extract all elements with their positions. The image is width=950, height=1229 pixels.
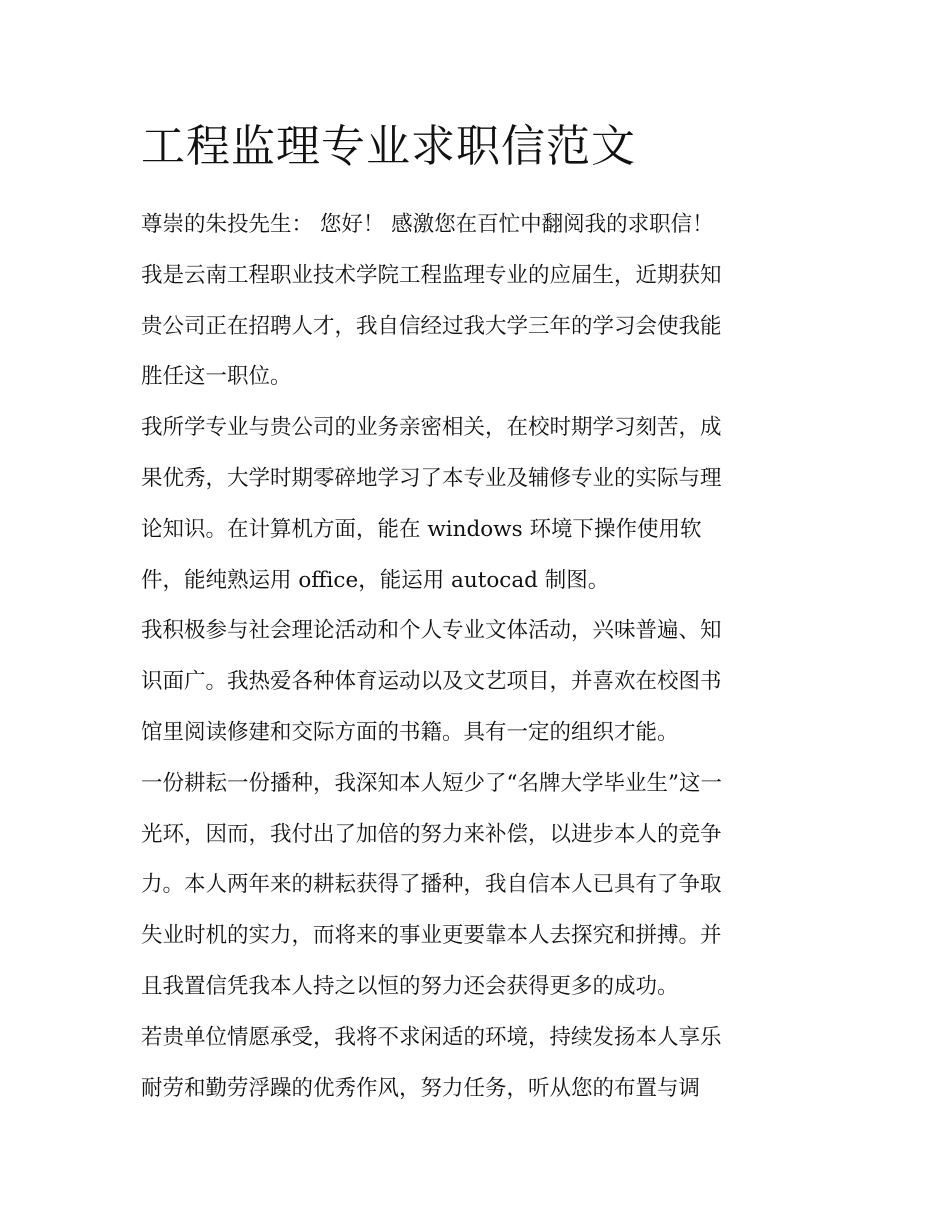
text-line: 光环，因而，我付出了加倍的努力来补偿，以进步本人的竞争 (141, 821, 722, 847)
text-line: 果优秀，大学时期零碎地学习了本专业及辅修专业的实际与理 (141, 465, 722, 491)
text-line: 识面广。我热爱各种体育运动以及文艺项目，并喜欢在校图书 (141, 669, 722, 695)
text-line: 胜任这一职位。 (141, 364, 292, 390)
text-line: 耐劳和勤劳浮躁的优秀作风，努力任务，听从您的布置与调 (141, 1075, 701, 1101)
text-line: 尊崇的朱投先生： 您好！ 感激您在百忙中翻阅我的求职信！ (141, 212, 714, 237)
text-line: 件，能纯熟运用 office，能运用 autocad 制图。 (141, 567, 610, 593)
text-line: 我积极参与社会理论活动和个人专业文体活动，兴味普遍、知 (141, 618, 722, 644)
text-line: 馆里阅读修建和交际方面的书籍。具有一定的组织才能。 (141, 719, 679, 745)
text-line: 我所学专业与贵公司的业务亲密相关，在校时期学习刻苦，成 (141, 415, 722, 441)
text-line: 力。本人两年来的耕耘获得了播种，我自信本人已具有了争取 (141, 872, 722, 898)
text-line: 我是云南工程职业技术学院工程监理专业的应届生，近期获知 (141, 262, 722, 288)
text-line: 贵公司正在招聘人才，我自信经过我大学三年的学习会使我能 (141, 313, 722, 339)
document-title: 工程监理专业求职信范文 (141, 121, 636, 172)
text-line: 一份耕耘一份播种，我深知本人短少了“名牌大学毕业生”这一 (141, 770, 722, 796)
text-line: 且我置信凭我本人持之以恒的努力还会获得更多的成功。 (141, 973, 679, 999)
text-line: 失业时机的实力，而将来的事业更要靠本人去探究和拼搏。并 (141, 923, 722, 949)
letter-body (141, 200, 821, 1114)
text-line: 论知识。在计算机方面，能在 windows 环境下操作使用软 (141, 516, 702, 542)
text-line: 若贵单位情愿承受，我将不求闲适的环境，持续发扬本人享乐 (141, 1024, 722, 1050)
